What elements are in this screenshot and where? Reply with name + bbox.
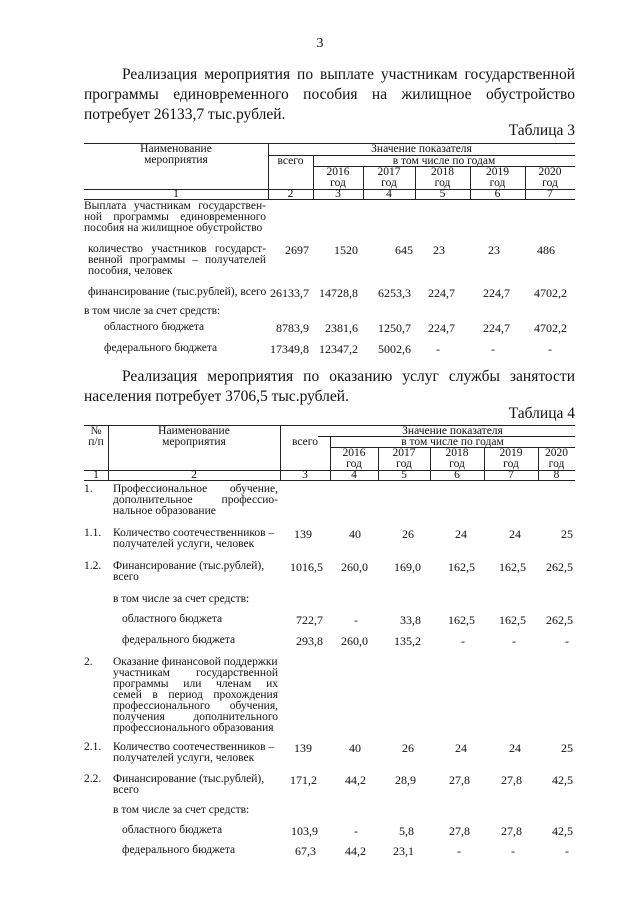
t4-head-total: всего — [292, 436, 318, 448]
t4-r8-2019: 24 — [509, 741, 521, 755]
t4-r7-num: 2. — [84, 656, 93, 668]
t3-colnum-6: 6 — [494, 188, 501, 200]
t3-r5-total: 8783,9 — [276, 321, 309, 335]
t4-r4-label: в том числе за счет средств: — [113, 593, 250, 605]
t4-colnum-1: 1 — [93, 469, 99, 481]
t3-row-3-label: финансирование (тыс.рублей), всего — [88, 286, 267, 298]
t4-colnum-5: 5 — [401, 469, 407, 481]
t3-head-year-2020: 2020 год — [538, 166, 562, 189]
t4-r8-2016: 40 — [349, 741, 361, 755]
t3-head-year-2018: 2018 год — [431, 166, 454, 189]
t4-head-year-2020: 2020 год — [545, 447, 568, 470]
t4-r3-2019: 162,5 — [499, 560, 526, 574]
table3-label: Таблица 3 — [508, 122, 575, 139]
t4-r6-2016: 260,0 — [341, 634, 368, 648]
t3-r3-2020: 4702,2 — [534, 286, 567, 300]
t3-colnum-3: 3 — [335, 188, 341, 200]
t4-r11-2016: - — [354, 824, 358, 838]
t4-r5-total: 722,7 — [296, 613, 323, 627]
t4-r1-label: Профессиональное обучение, дополнительное профессио- нальное образование — [113, 483, 278, 517]
t3-r2-2020: 486 — [537, 243, 555, 257]
t4-r5-2020: 262,5 — [546, 613, 573, 627]
t4-r3-2017: 169,0 — [394, 560, 421, 574]
t4-r6-label: федерального бюджета — [122, 634, 236, 646]
t4-r5-label: областного бюджета — [122, 613, 223, 625]
t3-r5-2020: 4702,2 — [534, 321, 567, 335]
table4-label: Таблица 4 — [508, 405, 575, 422]
t4-r5-2018: 162,5 — [448, 613, 475, 627]
t3-r3-2018: 224,7 — [428, 286, 455, 300]
t3-row-5-label: областного бюджета — [104, 321, 205, 333]
t4-r11-2017: 5,8 — [399, 824, 414, 838]
t3-r5-2016: 2381,6 — [325, 321, 358, 335]
t4-colnum-4: 4 — [351, 469, 357, 481]
t4-r12-2019: - — [511, 844, 515, 858]
t4-r9-label: Финансирование (тыс.рублей), всего — [113, 773, 265, 796]
t3-r2-total: 2697 — [285, 243, 309, 257]
intro-paragraph-1 — [84, 65, 575, 125]
t4-r11-2019: 27,8 — [501, 824, 522, 838]
t4-r5-2017: 33,8 — [400, 613, 421, 627]
t3-head-name: Наименование мероприятия — [140, 143, 212, 166]
t3-r3-2019: 224,7 — [483, 286, 510, 300]
t3-head-year-2017: 2017 год — [377, 166, 401, 189]
t4-r9-num: 2.2. — [84, 773, 102, 785]
t4-r12-label: федерального бюджета — [122, 844, 236, 856]
t4-r6-total: 293,8 — [296, 634, 323, 648]
t3-r5-2018: 224,7 — [428, 321, 455, 335]
t4-r8-2017: 26 — [402, 741, 414, 755]
t3-row-6-label: федерального бюджета — [104, 342, 218, 354]
t4-head-num: № п/п — [88, 425, 104, 448]
t4-r6-2017: 135,2 — [394, 634, 421, 648]
t4-r2-2020: 25 — [561, 527, 573, 541]
t3-r3-2016: 14728,8 — [319, 286, 358, 300]
t3-r6-2019: - — [491, 342, 495, 356]
t4-head-value-title: Значение показателя — [402, 425, 503, 437]
t4-r9-2018: 27,8 — [449, 773, 470, 787]
t4-r3-num: 1.2. — [84, 560, 102, 572]
t4-colnum-6: 6 — [454, 469, 460, 481]
t3-r5-2019: 224,7 — [483, 321, 510, 335]
t4-r9-2020: 42,5 — [552, 773, 573, 787]
t4-r6-2019: - — [512, 634, 516, 648]
t3-r3-2017: 6253,3 — [378, 286, 411, 300]
t4-r8-2020: 25 — [561, 741, 573, 755]
t4-r12-2018: - — [457, 844, 461, 858]
t3-r2-2017: 645 — [395, 243, 413, 257]
t4-r9-2016: 44,2 — [345, 773, 366, 787]
t4-r3-2020: 262,5 — [546, 560, 573, 574]
t4-r6-2018: - — [461, 634, 465, 648]
t3-row-1-label: Выплата участникам государствен- ной программы единовременного пособия на жилищное обустройство — [84, 200, 266, 234]
t4-r11-2018: 27,8 — [449, 824, 470, 838]
t4-r12-2020: - — [565, 844, 569, 858]
t3-colnum-5: 5 — [439, 188, 446, 200]
intro1-line-3: потребует 26133,7 тыс.рублей. — [84, 106, 286, 123]
t3-head-value-title: Значение показателя — [371, 143, 472, 155]
t4-r7-label: Оказание финансовой поддержки участникам государственной программы или членам их семей в период прохождения профессионального обучения, получения дополнительного профессионального образования — [113, 656, 278, 734]
t4-r12-2017: 23,1 — [393, 844, 414, 858]
t3-head-by-years: в том числе по годам — [392, 155, 496, 167]
t4-r12-total: 67,3 — [295, 844, 316, 858]
t3-row-4-label: в том числе за счет средств: — [84, 305, 221, 317]
t4-r2-2016: 40 — [349, 527, 361, 541]
intro2-line-2: населения потребует 3706,5 тыс.рублей. — [84, 388, 349, 405]
t4-head-year-2019: 2019 год — [499, 447, 523, 470]
intro2-line-1: Реализация мероприятия по оказанию услуг службы занятости — [122, 368, 575, 385]
t3-r6-2017: 5002,6 — [378, 342, 411, 356]
t3-r6-2018: - — [436, 342, 440, 356]
t4-head-year-2017: 2017 год — [392, 447, 416, 470]
t3-r6-total: 17349,8 — [270, 342, 309, 356]
t3-r5-2017: 1250,7 — [378, 321, 411, 335]
t4-r9-2017: 28,9 — [395, 773, 416, 787]
t4-r3-2016: 260,0 — [341, 560, 368, 574]
t4-r3-2018: 162,5 — [448, 560, 475, 574]
t4-r11-total: 103,9 — [291, 824, 318, 838]
t3-row-2-label: количество участников государст- венной программы – получателей пособия, человек — [88, 243, 266, 277]
t4-r1-num: 1. — [84, 483, 93, 495]
t3-r2-2018: 23 — [433, 243, 445, 257]
t4-r6-2020: - — [565, 634, 569, 648]
t4-r2-label: Количество соотечественников – получателей услуги, человек — [113, 527, 275, 550]
t4-r12-2016: 44,2 — [345, 844, 366, 858]
t3-colnum-1: 1 — [173, 188, 179, 200]
t3-colnum-2: 2 — [287, 188, 294, 200]
t3-r2-2016: 1520 — [334, 243, 358, 257]
t4-r2-2018: 24 — [455, 527, 467, 541]
t4-colnum-8: 8 — [553, 469, 560, 481]
t4-r8-total: 139 — [294, 741, 312, 755]
t4-r11-label: областного бюджета — [122, 824, 223, 836]
intro-paragraph-2 — [84, 367, 575, 407]
intro1-line-2: программы единовременного пособия на жилищное обустройство — [84, 86, 575, 103]
t4-r2-2017: 26 — [402, 527, 414, 541]
t4-r5-2016: - — [354, 613, 358, 627]
t4-head-year-2016: 2016 год — [342, 447, 366, 470]
t3-r6-2016: 12347,2 — [319, 342, 358, 356]
intro1-line-1: Реализация мероприятия по выплате участникам государственной — [122, 66, 575, 83]
t3-colnum-4: 4 — [386, 188, 392, 200]
t4-colnum-3: 3 — [302, 469, 308, 481]
t3-r2-2019: 23 — [488, 243, 500, 257]
t4-r8-label: Количество соотечественников – получателей услуги, человек — [113, 741, 275, 764]
t4-r8-2018: 24 — [455, 741, 467, 755]
t4-r8-num: 2.1. — [84, 741, 102, 753]
t3-r6-2020: - — [548, 342, 552, 356]
page-number: 3 — [316, 36, 324, 51]
t4-r9-total: 171,2 — [290, 773, 317, 787]
t3-colnum-7: 7 — [547, 188, 553, 200]
t4-head-year-2018: 2018 год — [445, 447, 469, 470]
t4-r2-num: 1.1. — [84, 527, 102, 539]
t4-r9-2019: 27,8 — [501, 773, 522, 787]
t4-head-name: Наименование мероприятия — [158, 425, 230, 448]
t4-colnum-2: 2 — [191, 469, 197, 481]
t4-r2-total: 139 — [294, 527, 312, 541]
t3-head-year-2019: 2019 год — [486, 166, 509, 189]
t4-r3-label: Финансирование (тыс.рублей), всего — [113, 560, 265, 583]
t3-r3-total: 26133,7 — [270, 286, 309, 300]
t3-head-year-2016: 2016 год — [326, 166, 350, 189]
t4-colnum-7: 7 — [508, 469, 514, 481]
t4-r10-label: в том числе за счет средств: — [113, 804, 250, 816]
t4-head-by-years: в том числе по годам — [401, 436, 504, 448]
t3-head-total: всего — [277, 155, 304, 167]
t4-r5-2019: 162,5 — [499, 613, 526, 627]
t4-r11-2020: 42,5 — [552, 824, 573, 838]
t4-r2-2019: 24 — [509, 527, 521, 541]
t4-r3-total: 1016,5 — [290, 560, 323, 574]
